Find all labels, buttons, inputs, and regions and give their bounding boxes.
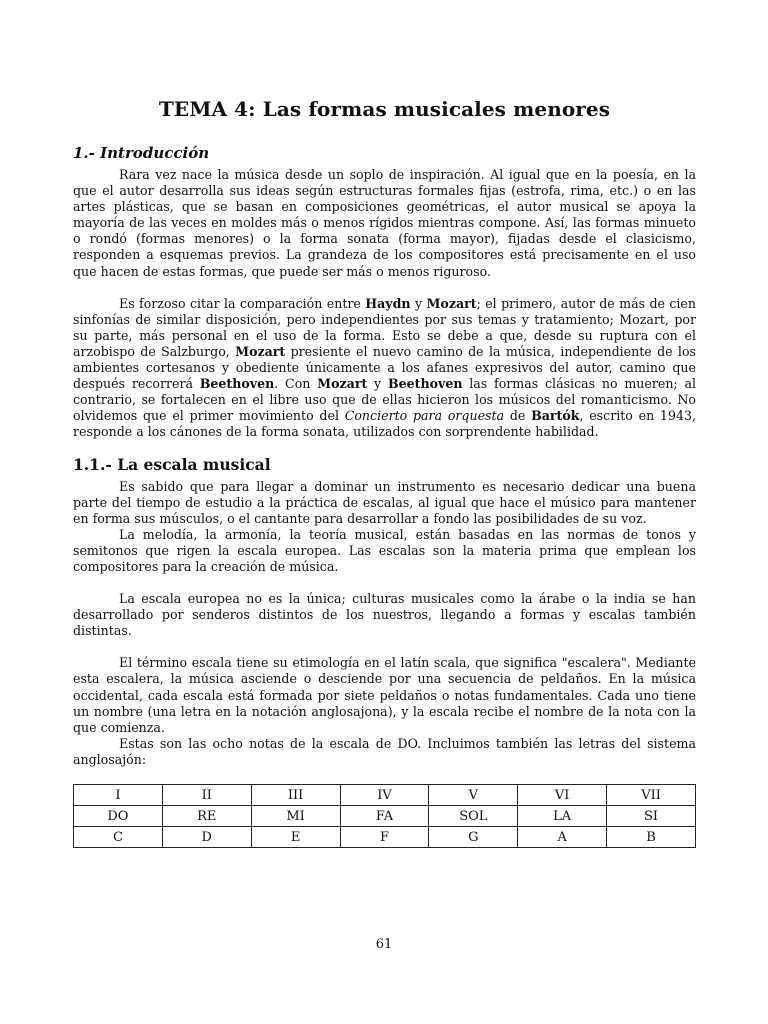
table-cell: DO xyxy=(74,806,163,827)
work-title: Concierto para orquesta xyxy=(344,408,505,424)
table-cell: IV xyxy=(340,785,429,806)
table-cell: I xyxy=(74,785,163,806)
paragraph: La escala europea no es la única; culturas musicales como la árabe o la india se han desarrollado por senderos distintos de los nuestros, llegando a formas y escalas también distintas. xyxy=(73,591,696,639)
table-row xyxy=(74,827,696,848)
composer-name: Mozart xyxy=(426,295,477,311)
composer-name: Haydn xyxy=(365,295,411,311)
table-cell: G xyxy=(429,827,518,848)
paragraph-composers: Es forzoso citar la comparación entre Haydn y Mozart; el primero, autor de más de cien sinfonías de similar disposición, pero independientes por sus temas y tratamiento; Mozart, por su parte, más personal en el uso de la forma. Esto se debe a que, desde su ruptura con el arzobispo de Salzburgo, Mozart presiente el nuevo camino de la música, independiente de los ambientes cortesanos y obediente únicamente a los afanes expresivos del autor, camino que después recorrerá Beethoven. Con Mozart y Beethoven las formas clásicas no mueren; al contrario, se fortalecen en el libre uso que de ellas hicieron los músicos del romanticismo. No olvidemos que el primer movimiento del Concierto para orquesta de Bartók, escrito en 1943, responde a los cánones de la forma sonata, utilizados con sorprendente habilidad. xyxy=(73,295,697,440)
paragraph: El término escala tiene su etimología en el latín scala, que significa "escalera". Mediante esta escalera, la música asciende o desciende por una secuencia de peldaños. En la música occidental, cada escala está formada por siete peldaños o notas fundamentales. Cada uno tiene un nombre (una letra en la notación anglosajona), y la escala recibe el nombre de la nota con la que comienza. xyxy=(73,655,696,735)
paragraph: Estas son las ocho notas de la escala de DO. Incluimos también las letras del sistema anglosajón: xyxy=(73,735,696,767)
table-cell: C xyxy=(74,827,163,848)
table-cell: VII xyxy=(607,785,696,806)
paragraph: Es sabido que para llegar a dominar un instrumento es necesario dedicar una buena parte del tiempo de estudio a la práctica de escalas, al igual que hace el músico para mantener en forma sus músculos, o el cantante para desarrollar a fondo las posibilidades de su voz. xyxy=(73,478,696,526)
composer-name: Bartók xyxy=(531,408,580,424)
table-cell: SI xyxy=(607,806,696,827)
section-heading-escala: 1.1.- La escala musical xyxy=(73,454,271,474)
table-cell: B xyxy=(607,827,696,848)
composer-name: Beethoven xyxy=(199,376,275,392)
table-cell: LA xyxy=(518,806,607,827)
composer-name: Mozart xyxy=(235,343,286,359)
table-cell: VI xyxy=(518,785,607,806)
paragraph: Rara vez nace la música desde un soplo de inspiración. Al igual que en la poesía, en la que el autor desarrolla sus ideas según estructuras formales fijas (estrofa, rima, etc.) o en las artes plásticas, que se basan en composiciones geométricas, el autor musical se apoya la mayoría de las veces en moldes más o menos rígidos mientras compone. Así, las formas minueto o rondó (formas menores) o la forma sonata (forma mayor), fijadas desde el clasicismo, responden a esquemas previos. La grandeza de los compositores está precisamente en el uso que hacen de estas formas, que puede ser más o menos riguroso. xyxy=(73,167,696,279)
page-title: TEMA 4: Las formas musicales menores xyxy=(158,97,611,121)
section-heading-introduccion: 1.- Introducción xyxy=(73,144,210,162)
table-cell: V xyxy=(429,785,518,806)
table-row xyxy=(74,785,696,806)
page-number: 61 xyxy=(375,937,393,952)
table-cell: SOL xyxy=(429,806,518,827)
table-cell: II xyxy=(162,785,251,806)
table-cell: FA xyxy=(340,806,429,827)
table-cell: A xyxy=(518,827,607,848)
table-cell: MI xyxy=(251,806,340,827)
table-cell: F xyxy=(340,827,429,848)
table-cell: III xyxy=(251,785,340,806)
table-cell: E xyxy=(251,827,340,848)
table-row xyxy=(74,806,696,827)
composer-name: Beethoven xyxy=(387,376,463,392)
paragraph: La melodía, la armonía, la teoría musical, están basadas en las normas de tonos y semitonos que rigen la escala europea. Las escalas son la materia prima que emplean los compositores para la creación de música. xyxy=(73,526,696,574)
table-cell: D xyxy=(162,827,251,848)
document-page xyxy=(73,92,696,848)
composer-name: Mozart xyxy=(317,376,368,392)
notes-table xyxy=(73,784,696,848)
table-cell: RE xyxy=(162,806,251,827)
